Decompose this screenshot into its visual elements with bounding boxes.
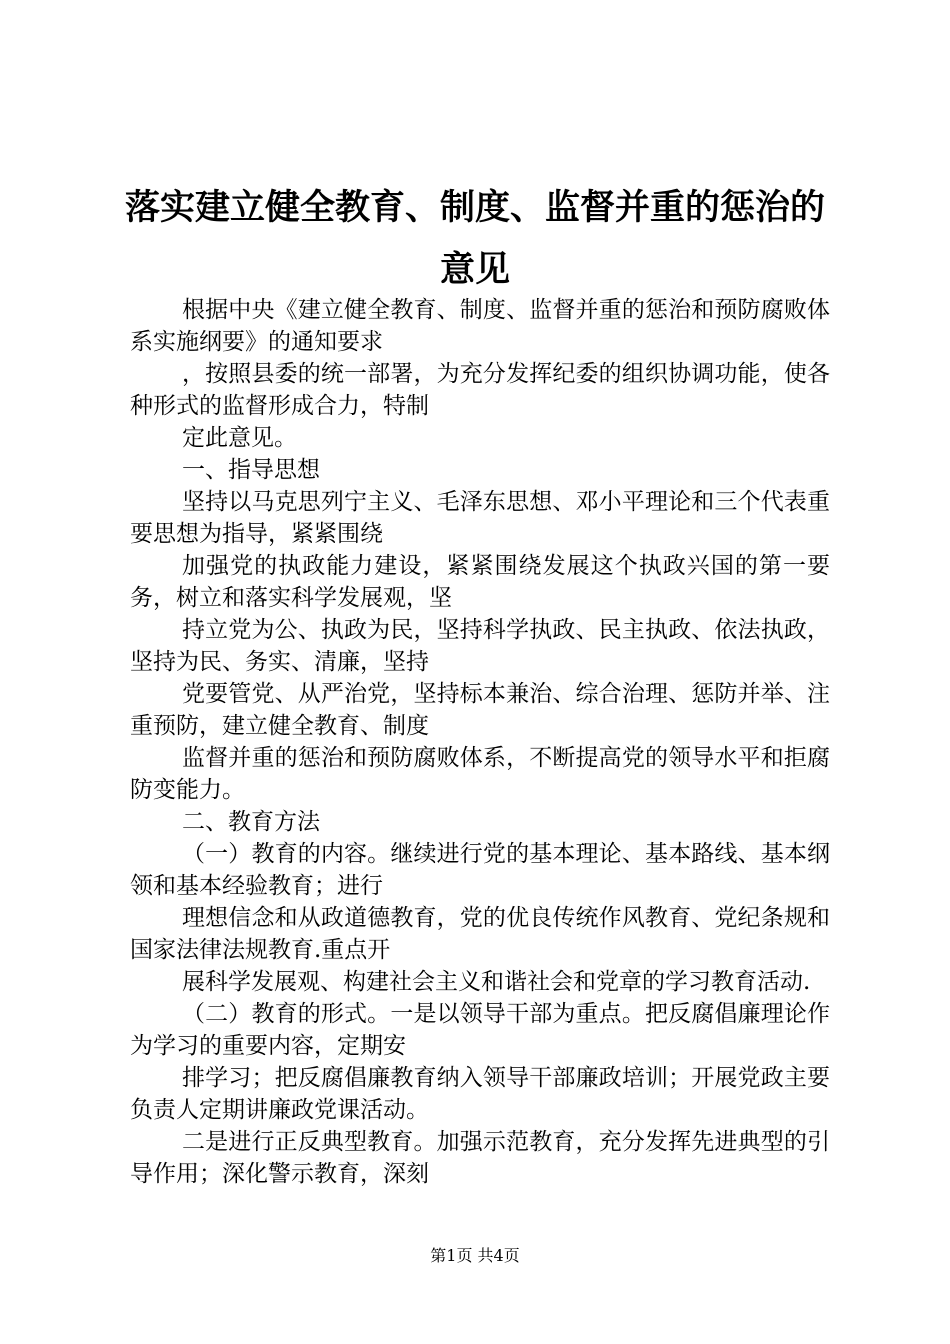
paragraph: 党要管党、从严治党，坚持标本兼治、综合治理、惩防并举、注重预防，建立健全教育、制度: [130, 681, 830, 739]
paragraph: 持立党为公、执政为民，坚持科学执政、民主执政、依法执政，坚持为民、务实、清廉，坚持: [130, 617, 830, 675]
document-body: [130, 294, 830, 1190]
paragraph: 坚持以马克思列宁主义、毛泽东思想、邓小平理论和三个代表重要思想为指导，紧紧围绕: [130, 489, 830, 547]
paragraph: 排学习；把反腐倡廉教育纳入领导干部廉政培训；开展党政主要负责人定期讲廉政党课活动。: [130, 1065, 830, 1123]
paragraph: 展科学发展观、构建社会主义和谐社会和党章的学习教育活动.: [182, 969, 811, 995]
paragraph: （一）教育的内容。继续进行党的基本理论、基本路线、基本纲领和基本经验教育；进行: [130, 841, 830, 899]
paragraph: 加强党的执政能力建设，紧紧围绕发展这个执政兴国的第一要务，树立和落实科学发展观，坚: [130, 553, 830, 611]
paragraph: ，按照县委的统一部署，为充分发挥纪委的组织协调功能，使各种形式的监督形成合力，特制: [130, 361, 830, 419]
paragraph: 理想信念和从政道德教育，党的优良传统作风教育、党纪条规和国家法律法规教育.重点开: [130, 905, 830, 963]
section-heading: 二、教育方法: [182, 809, 320, 835]
paragraph: （二）教育的形式。一是以领导干部为重点。把反腐倡廉理论作为学习的重要内容，定期安: [130, 1001, 830, 1059]
paragraph: 根据中央《建立健全教育、制度、监督并重的惩治和预防腐败体系实施纲要》的通知要求: [130, 297, 830, 355]
document-title-line-2: 意见: [439, 249, 510, 290]
paragraph: 定此意见。: [182, 425, 297, 451]
paragraph: 二是进行正反典型教育。加强示范教育，充分发挥先进典型的引导作用；深化警示教育，深刻: [130, 1129, 830, 1187]
document-title-line-1: 落实建立健全教育、制度、监督并重的惩治的: [124, 187, 825, 228]
paragraph: 监督并重的惩治和预防腐败体系，不断提高党的领导水平和拒腐防变能力。: [130, 745, 830, 803]
page-number-footer: 第1页 共4页: [430, 1246, 520, 1265]
section-heading: 一、指导思想: [182, 457, 320, 483]
